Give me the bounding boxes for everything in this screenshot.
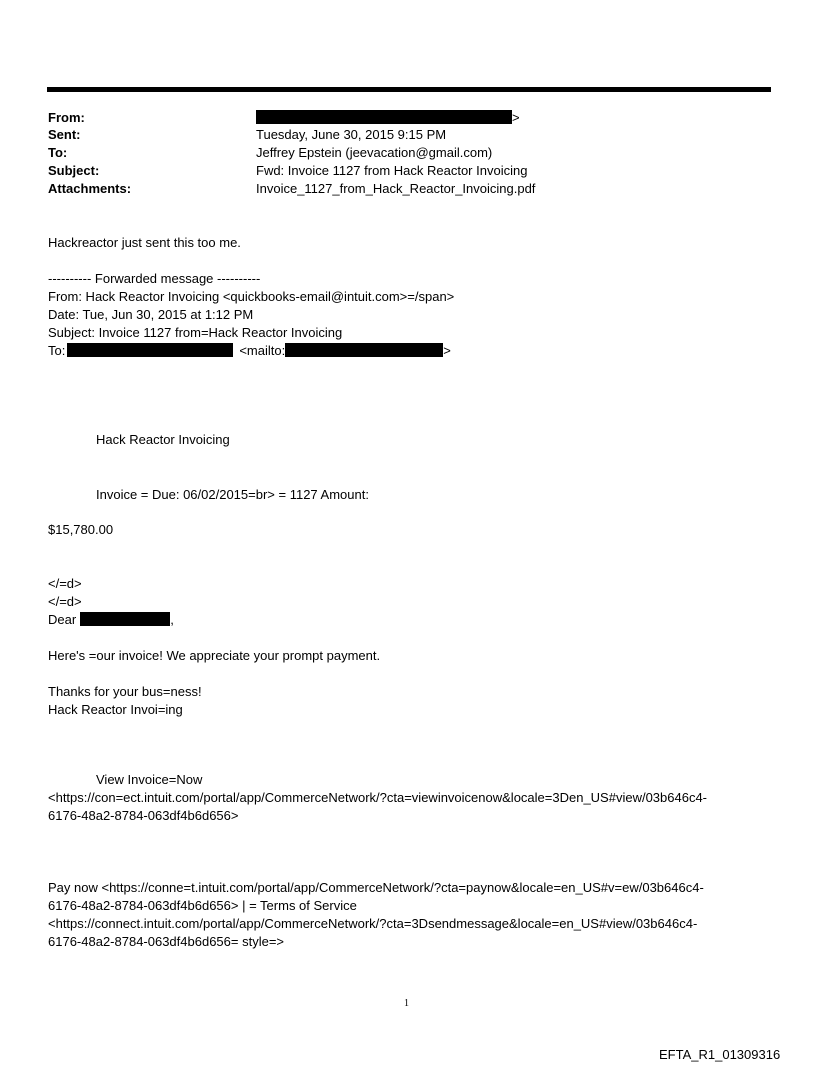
view-invoice-url-cont: 6176-48a2-8784-063df4b6d656> [48,808,239,823]
subject-label: Subject: [48,163,100,178]
forwarded-date: Date: Tue, Jun 30, 2015 at 1:12 PM [48,307,254,322]
page-number: 1 [404,998,409,1009]
stray-tag: </=d> [48,594,82,609]
from-suffix: > [512,110,520,125]
intro-text: Hackreactor just sent this too me. [48,235,241,250]
forwarded-to-label: To: [48,343,66,358]
redacted-block [285,343,443,357]
send-message-url-cont: 6176-48a2-8784-063df4b6d656= style=> [48,934,285,949]
greeting [48,612,174,628]
redacted-block [67,343,233,357]
header-rule [47,87,771,92]
redacted-block [256,110,512,124]
sent-value: Tuesday, June 30, 2015 9:15 PM [256,127,447,142]
forwarded-to [48,343,451,359]
to-label: To: [48,145,68,160]
pay-now-line-cont: 6176-48a2-8784-063df4b6d656> | = Terms of Service [48,898,357,913]
invoice-line: Invoice = Due: 06/02/2015=br> = 1127 Amount: [96,487,369,502]
company-name: Hack Reactor Invoicing [96,432,230,447]
forwarded-from: From: Hack Reactor Invoicing <quickbooks-email@intuit.com>=/span> [48,289,455,304]
forwarded-to-end: > [443,343,451,358]
send-message-url: <https://connect.intuit.com/portal/app/CommerceNetwork/?cta=3Dsendmessage&locale=en_US#view/03b646c4- [48,916,698,931]
view-invoice-url: <https://con=ect.intuit.com/portal/app/CommerceNetwork/?cta=viewinvoicenow&locale=3Den_US#view/03b646c4- [48,790,708,805]
redacted-block [80,612,170,626]
forwarded-marker: ---------- Forwarded message ---------- [48,271,261,286]
from-value [256,110,520,126]
attachments-label: Attachments: [48,181,132,196]
attachments-value: Invoice_1127_from_Hack_Reactor_Invoicing.pdf [256,181,536,196]
sent-label: Sent: [48,127,81,142]
thanks-text: Thanks for your bus=ness! [48,684,202,699]
signoff-text: Hack Reactor Invoi=ing [48,702,183,717]
greeting-comma: , [170,612,174,627]
stray-tag: </=d> [48,576,82,591]
from-label: From: [48,110,85,125]
pay-now-line: Pay now <https://conne=t.intuit.com/portal/app/CommerceNetwork/?cta=paynow&locale=en_US#v=ew/03b646c4- [48,880,704,895]
invoice-amount: $15,780.00 [48,522,114,537]
forwarded-to-mailto: <mailto: [239,343,286,358]
forwarded-subject: Subject: Invoice 1127 from=Hack Reactor Invoicing [48,325,343,340]
view-invoice-label: View Invoice=Now [96,772,203,787]
to-value: Jeffrey Epstein (jeevacation@gmail.com) [256,145,493,160]
document-id: EFTA_R1_01309316 [659,1047,781,1062]
message-text: Here's =our invoice! We appreciate your prompt payment. [48,648,381,663]
subject-value: Fwd: Invoice 1127 from Hack Reactor Invoicing [256,163,528,178]
greeting-text: Dear [48,612,77,627]
